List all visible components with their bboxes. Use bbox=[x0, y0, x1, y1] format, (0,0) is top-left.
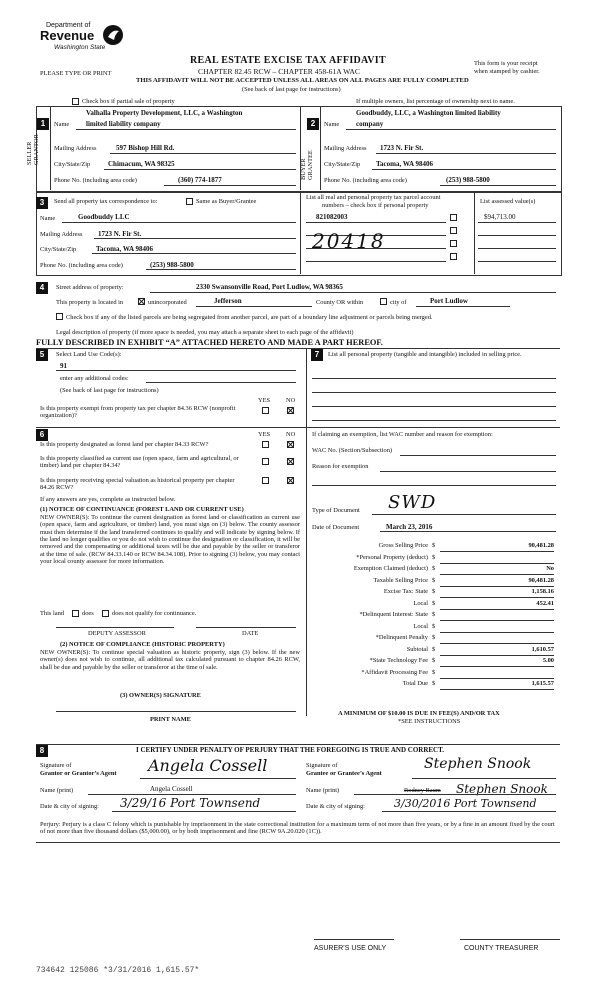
parcel-4-checkbox[interactable] bbox=[450, 253, 457, 260]
tax-row-label: *Delinquent Penalty bbox=[375, 634, 428, 641]
seller-city: Chimacum, WA 98325 bbox=[108, 160, 175, 168]
tax-row bbox=[306, 587, 560, 598]
type-doc-label: Type of Document bbox=[312, 507, 360, 514]
seller-name-label: Name bbox=[54, 121, 70, 128]
s3-name: Goodbuddy LLC bbox=[78, 213, 130, 221]
tax-row-label: *Personal Property (deduct) bbox=[356, 553, 428, 561]
section-7-badge: 7 bbox=[311, 349, 323, 361]
tax-row bbox=[306, 599, 560, 610]
tax-row-label: Exemption Claimed (deduct) bbox=[353, 565, 428, 572]
grantor-date-label: Date & city of signing: bbox=[40, 803, 99, 810]
historic-no-checkbox[interactable] bbox=[287, 477, 294, 484]
parcel-header-1: List all real and personal property tax parcel account bbox=[306, 194, 441, 201]
seller-address: 597 Bishop Hill Rd. bbox=[116, 144, 175, 152]
grantee-date: 3/30/2016 Port Townsend bbox=[394, 797, 537, 810]
grantee-signature: Stephen Snook bbox=[424, 756, 532, 772]
tax-row bbox=[306, 668, 560, 679]
tax-row-currency: $ bbox=[432, 542, 436, 549]
land-use-code: 91 bbox=[60, 362, 67, 370]
multiple-owners-label: If multiple owners, list percentage of ownership next to name. bbox=[356, 98, 515, 105]
county-value: Jefferson bbox=[214, 297, 242, 305]
grantee-sig-label-1: Signature of bbox=[306, 762, 338, 769]
tax-row-currency: $ bbox=[432, 657, 436, 664]
minimum-note: A MINIMUM OF $10.00 IS DUE IN FEE(S) AND/OR TAX bbox=[338, 710, 500, 717]
tax-row bbox=[306, 576, 560, 587]
perjury-notice: Perjury: Perjury is a class C felony which is punishable by imprisonment in the state correctional institution for a maximum term of not more than five years, or by a fine in an amount fixed by the court of not more than five thousand dollars ($5,000.00), or by both imprisonment and fine (RCW 9A.20.020 (1C)). bbox=[40, 821, 555, 836]
see-instructions: *SEE INSTRUCTIONS bbox=[398, 718, 461, 725]
tax-row-currency: $ bbox=[432, 645, 436, 653]
county-treasurer-label: COUNTY TREASURER bbox=[464, 945, 539, 952]
section-6-badge: 6 bbox=[36, 429, 48, 441]
land-use-label: Select Land Use Code(s): bbox=[56, 351, 122, 358]
notice2-body: NEW OWNER(S): To continue special valuation as historic property, sign (3) below. If the new owner(s) does not wish to continue, all additional tax calculated pursuant to chapter 84.26 RCW, shall be due and payable by the seller or transferor at the time of sale. bbox=[40, 649, 300, 671]
section-5-badge: 5 bbox=[36, 349, 48, 361]
tax-row bbox=[306, 679, 560, 690]
tax-row bbox=[306, 633, 560, 644]
tax-row-label: *State Technology Fee bbox=[369, 657, 428, 664]
tax-row-currency: $ bbox=[432, 553, 436, 561]
grantee-name-struck: Rodney Baum bbox=[404, 787, 441, 794]
seller-name-1: Valhalla Property Development, LLC, a Washington bbox=[86, 109, 243, 117]
certify-line: I CERTIFY UNDER PENALTY OF PERJURY THAT THE FOREGOING IS TRUE AND CORRECT. bbox=[136, 746, 445, 754]
does-not-label: does not qualify for continuance. bbox=[112, 610, 197, 617]
tax-row-value: 90,481.28 bbox=[528, 542, 554, 549]
exempt-question: Is this property exempt from property tax per chapter 84.36 RCW (nonprofit organization)? bbox=[40, 405, 236, 420]
same-as-buyer-label: Same as Buyer/Grantee bbox=[196, 198, 257, 205]
form-see-back: (See back of last page for instructions) bbox=[242, 86, 341, 93]
form-title: REAL ESTATE EXCISE TAX AFFIDAVIT bbox=[190, 55, 386, 66]
print-name-label: PRINT NAME bbox=[150, 716, 191, 723]
assessed-header: List assessed value(s) bbox=[480, 198, 536, 205]
grantor-sig-label-2: Grantor or Grantor’s Agent bbox=[40, 770, 117, 777]
historic-question: Is this property receiving special valuation as historical property per chapter 84.26 RCW? bbox=[40, 477, 235, 492]
tax-row-currency: $ bbox=[432, 680, 436, 687]
date-doc-label: Date of Document bbox=[312, 524, 360, 531]
type-doc-value: SWD bbox=[388, 492, 437, 513]
exemption-claim-label: If claiming an exemption, list WAC number and reason for exemption: bbox=[312, 431, 493, 438]
seller-name-2: limited liability company bbox=[86, 120, 161, 128]
tax-row-currency: $ bbox=[432, 576, 436, 584]
notice1-body: NEW OWNER(S): To continue the current designation as forest land or classification as current use (open space, farm and agriculture, or timber) land, you must sign on (3) below. The county assessor must then determine if the land transferred continues to qualify and will indicate by signing below. If the land no longer qualifies or you do not wish to continue the designation or classification, it will be removed and the compensating or additional taxes will be due and payable by the seller or transferor at the time of sale. (RCW 84.33.140 or RCW 84.34.108). Prior to signing (3) below, you may contact your local county assessor for more information. bbox=[40, 514, 300, 566]
s3-city: Tacoma, WA 98406 bbox=[96, 245, 153, 253]
tax-row-currency: $ bbox=[432, 622, 436, 630]
tax-row-label: Taxable Selling Price bbox=[373, 576, 428, 584]
forest-no-checkbox[interactable] bbox=[287, 441, 294, 448]
tax-row-value: 1,610.57 bbox=[531, 645, 554, 653]
yes-header-5: YES bbox=[258, 397, 271, 404]
grantor-date: 3/29/16 Port Townsend bbox=[120, 796, 261, 810]
form-warning: THIS AFFIDAVIT WILL NOT BE ACCEPTED UNLESS ALL AREAS ON ALL PAGES ARE FULLY COMPLETED bbox=[136, 77, 469, 84]
seller-city-label: City/State/Zip bbox=[54, 161, 91, 168]
s3-address: 1723 N. Fir St. bbox=[98, 230, 142, 238]
does-checkbox[interactable] bbox=[72, 610, 79, 617]
deputy-assessor-label: DEPUTY ASSESSOR bbox=[88, 630, 146, 637]
tax-row-currency: $ bbox=[432, 565, 436, 572]
no-header-5: NO bbox=[286, 397, 296, 404]
wac-label: WAC No. (Section/Subsection) bbox=[312, 447, 393, 454]
seller-vertical-label: SELLER GRANTOR bbox=[26, 134, 41, 165]
section-1-badge: 1 bbox=[37, 118, 49, 130]
grantor-name-print: Angela Cossell bbox=[150, 785, 193, 793]
exempt-yes-checkbox[interactable] bbox=[262, 407, 269, 414]
if-yes-note: If any answers are yes, complete as instructed below. bbox=[40, 496, 176, 503]
same-as-buyer-checkbox[interactable] bbox=[186, 198, 193, 205]
tax-row-label: Subtotal bbox=[406, 645, 428, 653]
logo-revenue: Revenue bbox=[40, 28, 95, 43]
s3-phone: (253) 988-5800 bbox=[150, 261, 194, 269]
date-label: DATE bbox=[242, 630, 259, 637]
parcel-1-checkbox[interactable] bbox=[450, 214, 457, 221]
tax-row bbox=[306, 553, 560, 564]
treasurer-use-label: ASURER’S USE ONLY bbox=[314, 945, 387, 952]
buyer-address: 1723 N. Fir St. bbox=[380, 144, 424, 152]
exempt-no-checkbox[interactable] bbox=[287, 407, 294, 414]
receipt-note-2: when stamped by cashier. bbox=[474, 68, 540, 75]
send-correspondence-label: Send all property tax correspondence to: bbox=[54, 198, 158, 205]
tax-row bbox=[306, 564, 560, 575]
segregated-label: Check box if any of the listed parcels are being segregated from another parcel, are part of a boundary line adjustment or parcels being merged. bbox=[66, 314, 433, 321]
tax-row-label: Total Due bbox=[402, 680, 428, 687]
tax-row-label: *Affidavit Processing Fee bbox=[361, 668, 428, 676]
receipt-note-1: This form is your receipt bbox=[474, 60, 538, 67]
grantee-name-print-label: Name (print) bbox=[306, 787, 340, 794]
tax-row bbox=[306, 610, 560, 621]
additional-codes-label: enter any additional codes: bbox=[60, 375, 129, 382]
tax-row-currency: $ bbox=[432, 634, 436, 641]
tax-row-label: Local bbox=[413, 599, 428, 607]
tax-row-value: 5.00 bbox=[542, 657, 554, 664]
grantor-sig-label-1: Signature of bbox=[40, 762, 72, 769]
grantee-date-label: Date & city of signing: bbox=[306, 803, 365, 810]
see-back-5: (See back of last page for instructions) bbox=[60, 387, 159, 394]
seller-phone-label: Phone No. (including area code) bbox=[54, 177, 137, 184]
current-use-question: Is this property classified as current use (open space, farm and agricultural, or timber) land per chapter 84.34? bbox=[40, 455, 239, 470]
s3-name-label: Name bbox=[40, 215, 56, 222]
grantor-name-print-label: Name (print) bbox=[40, 787, 74, 794]
no-header-6: NO bbox=[286, 431, 296, 438]
logo-dept: Department of bbox=[46, 22, 91, 29]
tax-row-value: 452.41 bbox=[536, 599, 554, 607]
buyer-phone: (253) 988-5800 bbox=[446, 176, 490, 184]
grantee-name-print: Stephen Snook bbox=[456, 782, 548, 796]
cashier-stamp: 734642 125086 *3/31/2016 1,615.57* bbox=[36, 966, 200, 975]
type-print-label: PLEASE TYPE OR PRINT bbox=[40, 70, 112, 77]
wa-logo-icon bbox=[102, 24, 124, 46]
s3-city-label: City/State/Zip bbox=[40, 246, 77, 253]
seller-mailing-label: Mailing Address bbox=[54, 145, 97, 152]
unincorporated-checkbox[interactable] bbox=[138, 298, 145, 305]
tax-row-currency: $ bbox=[432, 599, 436, 607]
buyer-city: Tacoma, WA 98406 bbox=[376, 160, 433, 168]
exhibit-line: FULLY DESCRIBED IN EXHIBIT “A” ATTACHED HERETO AND MADE A PART HEREOF. bbox=[36, 338, 383, 347]
tax-row-label: *Delinquent Interest: State bbox=[359, 611, 428, 618]
notice1-title: (1) NOTICE OF CONTINUANCE (FOREST LAND OR CURRENT USE) bbox=[40, 506, 244, 513]
partial-sale-label: Check box if partial sale of property bbox=[82, 98, 175, 105]
segregated-checkbox[interactable] bbox=[56, 313, 63, 320]
unincorporated-label: unincorporated bbox=[148, 299, 187, 306]
revenue-logo bbox=[40, 22, 130, 58]
section-8-badge: 8 bbox=[36, 745, 48, 757]
tax-row-label: Gross Selling Price bbox=[378, 542, 428, 549]
buyer-phone-label: Phone No. (including area code) bbox=[324, 177, 407, 184]
county-within-label: County OR within bbox=[316, 299, 364, 306]
parcel-header-2: numbers – check box if personal property bbox=[322, 202, 429, 209]
date-doc-value: March 23, 2016 bbox=[386, 523, 433, 531]
section-2-badge: 2 bbox=[307, 118, 319, 130]
tax-row-value: No bbox=[546, 565, 554, 572]
assessed-value: $94,713.00 bbox=[484, 213, 516, 221]
buyer-name-1: Goodbuddy, LLC, a Washington limited liability bbox=[356, 109, 501, 117]
tax-row-value: 1,158.16 bbox=[531, 588, 554, 595]
tax-row-value: 1,615.57 bbox=[531, 680, 554, 687]
located-label: This property is located in bbox=[56, 299, 124, 306]
buyer-name-2: company bbox=[356, 120, 384, 128]
tax-row bbox=[306, 622, 560, 633]
city-of-checkbox[interactable] bbox=[380, 298, 387, 305]
does-not-checkbox[interactable] bbox=[102, 610, 109, 617]
reason-label: Reason for exemption bbox=[312, 463, 369, 470]
section-3-badge: 3 bbox=[36, 197, 48, 209]
tax-row-currency: $ bbox=[432, 611, 436, 618]
s3-mailing-label: Mailing Address bbox=[40, 231, 83, 238]
forest-yes-checkbox[interactable] bbox=[262, 441, 269, 448]
buyer-mailing-label: Mailing Address bbox=[324, 145, 367, 152]
buyer-city-label: City/State/Zip bbox=[324, 161, 361, 168]
parcel-2-checkbox[interactable] bbox=[450, 227, 457, 234]
section-4-badge: 4 bbox=[36, 282, 48, 294]
form-chapter: CHAPTER 82.45 RCW – CHAPTER 458-61A WAC bbox=[198, 67, 360, 76]
parcel-number: 821082003 bbox=[316, 213, 348, 221]
parcel-3-checkbox[interactable] bbox=[450, 240, 457, 247]
handwritten-parcel-note: 20418 bbox=[312, 229, 386, 253]
tax-row-currency: $ bbox=[432, 668, 436, 676]
yes-header-6: YES bbox=[258, 431, 271, 438]
city-value: Port Ludlow bbox=[430, 297, 468, 305]
buyer-vertical-label: BUYER GRANTEE bbox=[300, 150, 315, 180]
seller-phone: (360) 774-1877 bbox=[178, 176, 222, 184]
city-of-label: city of bbox=[390, 299, 407, 306]
s3-phone-label: Phone No. (including area code) bbox=[40, 262, 123, 269]
current-use-no-checkbox[interactable] bbox=[287, 458, 294, 465]
buyer-name-label: Name bbox=[324, 121, 340, 128]
tax-row-label: Local bbox=[413, 622, 428, 630]
notice2-title: (2) NOTICE OF COMPLIANCE (HISTORIC PROPERTY) bbox=[60, 641, 225, 648]
grantee-sig-label-2: Grantee or Grantee’s Agent bbox=[306, 770, 382, 777]
grantor-signature: Angela Cossell bbox=[148, 756, 268, 775]
tax-row-value: 90,481.28 bbox=[528, 576, 554, 584]
street-label: Street address of property: bbox=[56, 284, 124, 291]
this-land-label: This land bbox=[40, 610, 64, 617]
tax-row bbox=[306, 656, 560, 667]
logo-state: Washington State bbox=[54, 44, 106, 51]
forest-question: Is this property designated as forest land per chapter 84.33 RCW? bbox=[40, 441, 209, 448]
does-label: does bbox=[82, 610, 94, 617]
current-use-yes-checkbox[interactable] bbox=[262, 458, 269, 465]
property-street: 2330 Swansonville Road, Port Ludlow, WA 98365 bbox=[196, 283, 343, 291]
tax-row-currency: $ bbox=[432, 588, 436, 595]
partial-sale-checkbox[interactable] bbox=[72, 98, 79, 105]
legal-desc-label: Legal description of property (if more space is needed, you may attach a separate sheet to each page of the affidavit) bbox=[56, 329, 354, 336]
personal-prop-label: List all personal property (tangible and intangible) included in selling price. bbox=[328, 351, 522, 358]
historic-yes-checkbox[interactable] bbox=[262, 477, 269, 484]
owner-sig-label: (3) OWNER(S) SIGNATURE bbox=[120, 692, 201, 699]
tax-row bbox=[306, 645, 560, 656]
tax-row-label: Excise Tax: State bbox=[383, 588, 428, 595]
tax-row bbox=[306, 541, 560, 552]
